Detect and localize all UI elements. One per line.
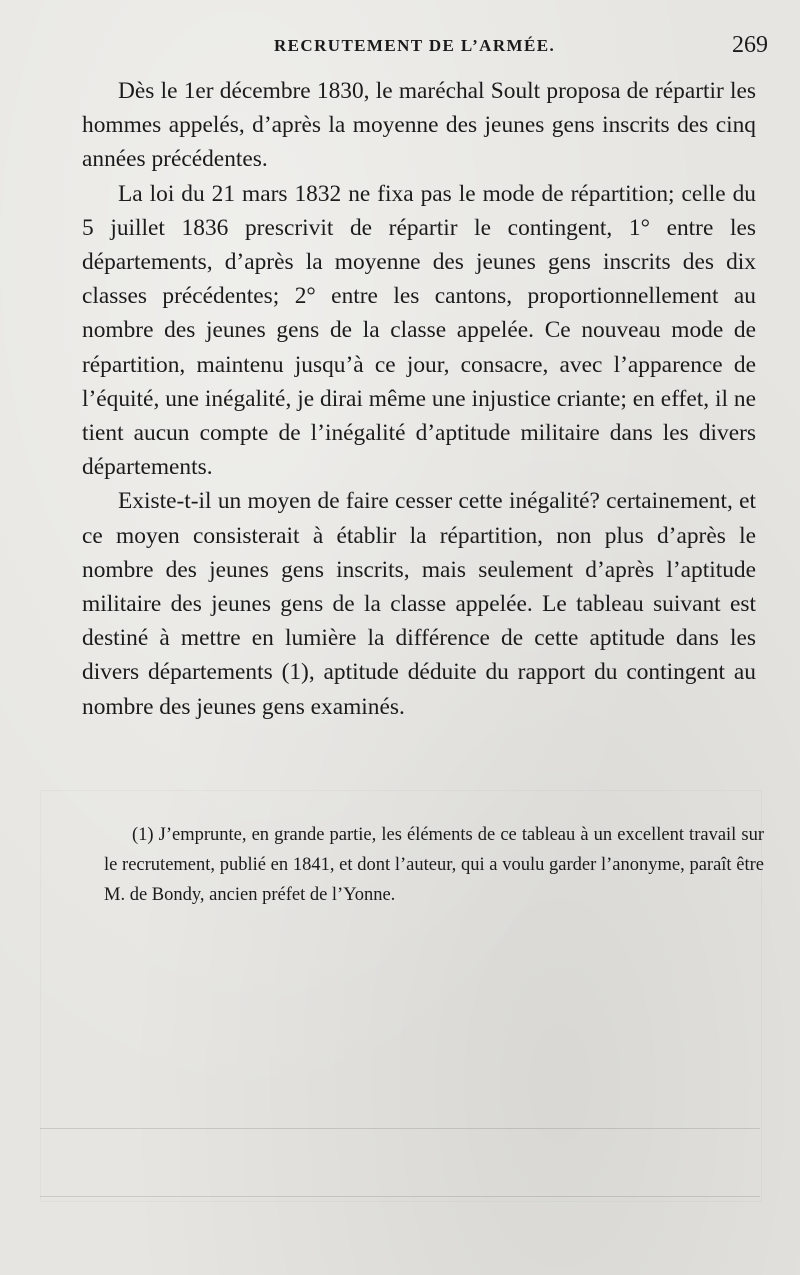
main-text <box>82 74 756 724</box>
page-header <box>80 32 768 62</box>
footnote <box>104 820 764 910</box>
show-through-rule <box>40 1196 760 1197</box>
paragraph: Existe-t-il un moyen de faire cesser cette inégalité? certainement, et ce moyen consisterait à établir la répartition, non plus d’après le nombre des jeunes gens inscrits, mais seulement d’après l’aptitude militaire des jeunes gens de la classe appelée. Le tableau suivant est destiné à mettre en lumière la différence de cette aptitude dans les divers départements (1), aptitude déduite du rapport du contingent au nombre des jeunes gens examinés. <box>82 488 756 720</box>
paragraph: Dès le 1er décembre 1830, le maréchal Soult proposa de répartir les hommes appelés, d’après la moyenne des jeunes gens inscrits des cinq années précédentes. <box>82 78 756 173</box>
footnote-text: (1) J’emprunte, en grande partie, les éléments de ce tableau à un excellent travail sur le recrutement, publié en 1841, et dont l’auteur, qui a voulu garder l’anonyme, paraît être M. de Bondy, ancien préfet de l’Yonne. <box>104 825 764 905</box>
show-through-rule <box>40 1128 760 1129</box>
running-title: RECRUTEMENT DE L’ARMÉE. <box>274 36 556 55</box>
paragraph: La loi du 21 mars 1832 ne fixa pas le mode de répartition; celle du 5 juillet 1836 prescrivit de répartir le contingent, 1° entre les départements, d’après la moyenne des jeunes gens inscrits des dix classes précédentes; 2° entre les cantons, proportionnellement au nombre des jeunes gens de la classe appelée. Ce nouveau mode de répartition, maintenu jusqu’à ce jour, consacre, avec l’apparence de l’équité, une inégalité, je dirai même une injustice criante; en effet, il ne tient aucun compte de l’inégalité d’aptitude militaire dans les divers départements. <box>82 180 756 481</box>
page-number: 269 <box>732 32 768 58</box>
